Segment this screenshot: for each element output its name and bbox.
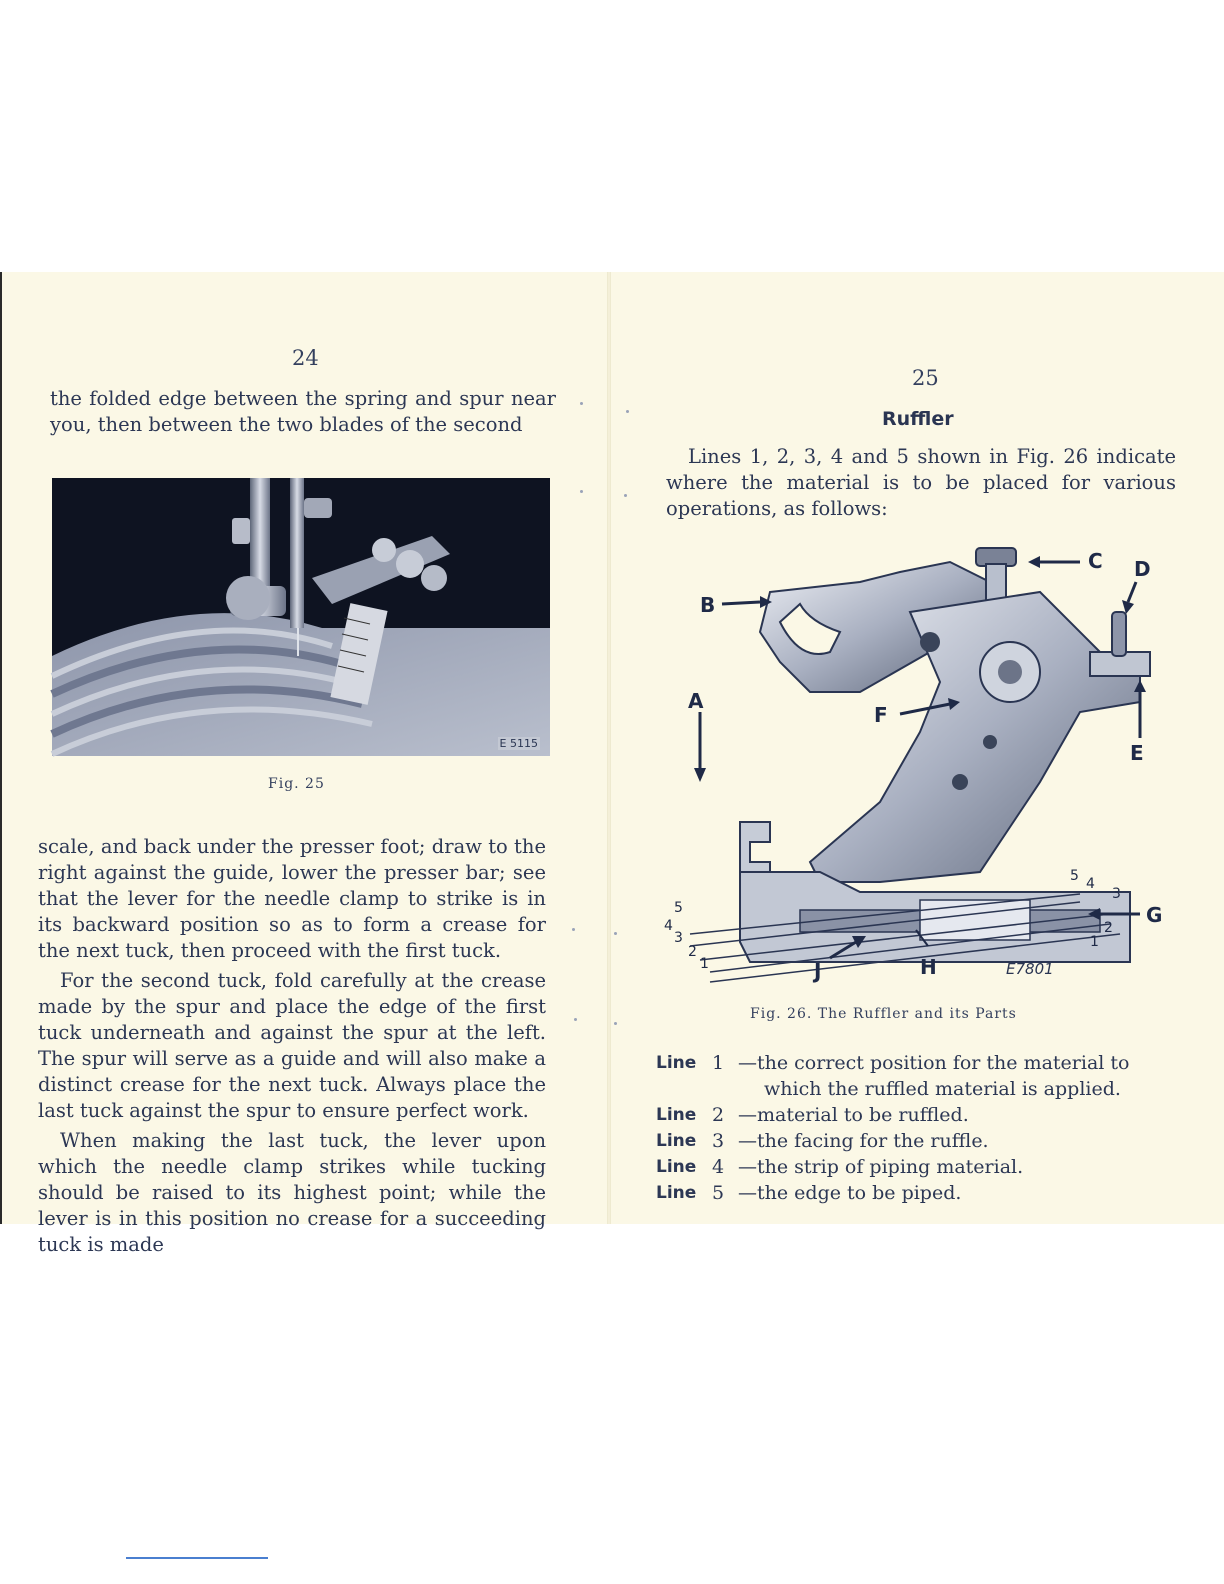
line-description: —the facing for the ruffle. bbox=[738, 1130, 989, 1152]
line-number-1-right: 1 bbox=[1090, 934, 1099, 950]
paragraph-continuation: the folded edge between the spring and spur near you, then between the two blades of the second bbox=[50, 387, 556, 436]
footer-rule bbox=[126, 1557, 268, 1559]
line-number-3-left: 3 bbox=[674, 930, 683, 946]
line-item bbox=[656, 1154, 1186, 1180]
line-item bbox=[656, 1050, 1186, 1102]
line-description: —the strip of piping material. bbox=[738, 1156, 1024, 1178]
figure-code: E 5115 bbox=[499, 737, 538, 750]
line-list bbox=[656, 1050, 1186, 1206]
book-gutter bbox=[607, 272, 611, 1224]
label-E: E bbox=[1130, 741, 1144, 765]
intro-paragraph: Lines 1, 2, 3, 4 and 5 shown in Fig. 26 indicate where the material is to be placed for various operations, as follows: bbox=[666, 445, 1176, 520]
line-number: 1 bbox=[712, 1052, 725, 1074]
label-D: D bbox=[1134, 557, 1151, 581]
line-number: 3 bbox=[712, 1130, 725, 1152]
line-label: Line bbox=[656, 1131, 697, 1151]
tucker-photo-illustration bbox=[52, 478, 550, 756]
page-number-right: 25 bbox=[912, 366, 939, 390]
line-description: —the correct position for the material to which the ruffled material is applied. bbox=[738, 1052, 1130, 1100]
tucker-photo bbox=[52, 478, 550, 756]
diagram-code: E7801 bbox=[1006, 960, 1054, 978]
line-item bbox=[656, 1180, 1186, 1206]
line-number-2-left: 2 bbox=[688, 944, 697, 960]
left-page bbox=[36, 272, 566, 1256]
page-number-left: 24 bbox=[292, 346, 319, 370]
left-top-text bbox=[50, 386, 556, 438]
line-description: —the edge to be piped. bbox=[738, 1182, 962, 1204]
line-number-4-left: 4 bbox=[664, 918, 673, 934]
line-label: Line bbox=[656, 1105, 697, 1125]
label-J: J bbox=[814, 959, 822, 983]
ruffler-illustration bbox=[660, 542, 1180, 982]
paragraph-1: scale, and back under the presser foot; draw to the right against the guide, lower the presser bar; see that the lever for the needle clamp to strike is in its backward position so as to form a crease for the next tuck, then proceed with the first tuck. bbox=[38, 835, 546, 962]
line-label: Line bbox=[656, 1157, 697, 1177]
line-label: Line bbox=[656, 1053, 697, 1073]
paragraph-2: For the second tuck, fold carefully at the crease made by the spur and place the edge of the first tuck underneath and against the spur at the left. The spur will serve as a guide and will also make a distinct crease for the next tuck. Always place the last tuck against the spur to ensure perfect work. bbox=[38, 969, 546, 1122]
line-item bbox=[656, 1102, 1186, 1128]
left-body-text bbox=[38, 834, 546, 1258]
label-F: F bbox=[874, 703, 888, 727]
line-description: —material to be ruffled. bbox=[738, 1104, 969, 1126]
line-label: Line bbox=[656, 1183, 697, 1203]
right-page bbox=[650, 272, 1190, 1224]
scan-edge bbox=[0, 272, 2, 1224]
label-G: G bbox=[1146, 903, 1163, 927]
book-spread bbox=[0, 272, 1224, 1256]
ruffler-intro bbox=[666, 444, 1176, 522]
line-number-4-right: 4 bbox=[1086, 876, 1095, 892]
label-B: B bbox=[700, 593, 716, 617]
label-C: C bbox=[1088, 549, 1103, 573]
line-number: 5 bbox=[712, 1182, 725, 1204]
figure-caption-26: Fig. 26. The Ruffler and its Parts bbox=[750, 1006, 1017, 1022]
ruffler-diagram bbox=[660, 542, 1180, 982]
section-heading: Ruffler bbox=[882, 408, 954, 430]
line-number-5-right: 5 bbox=[1070, 868, 1079, 884]
line-number: 2 bbox=[712, 1104, 725, 1126]
line-number-5-left: 5 bbox=[674, 900, 683, 916]
line-number: 4 bbox=[712, 1156, 725, 1178]
line-number-2-right: 2 bbox=[1104, 920, 1113, 936]
line-number-3-right: 3 bbox=[1112, 886, 1121, 902]
label-H: H bbox=[920, 955, 937, 979]
label-A: A bbox=[688, 689, 704, 713]
paragraph-3: When making the last tuck, the lever upon which the needle clamp strikes while tucking should be raised to its highest point; while the lever is in this position no crease for a succeeding tuck is made bbox=[38, 1129, 546, 1256]
line-number-1-left: 1 bbox=[700, 956, 709, 972]
line-item bbox=[656, 1128, 1186, 1154]
figure-caption-25: Fig. 25 bbox=[268, 776, 325, 792]
